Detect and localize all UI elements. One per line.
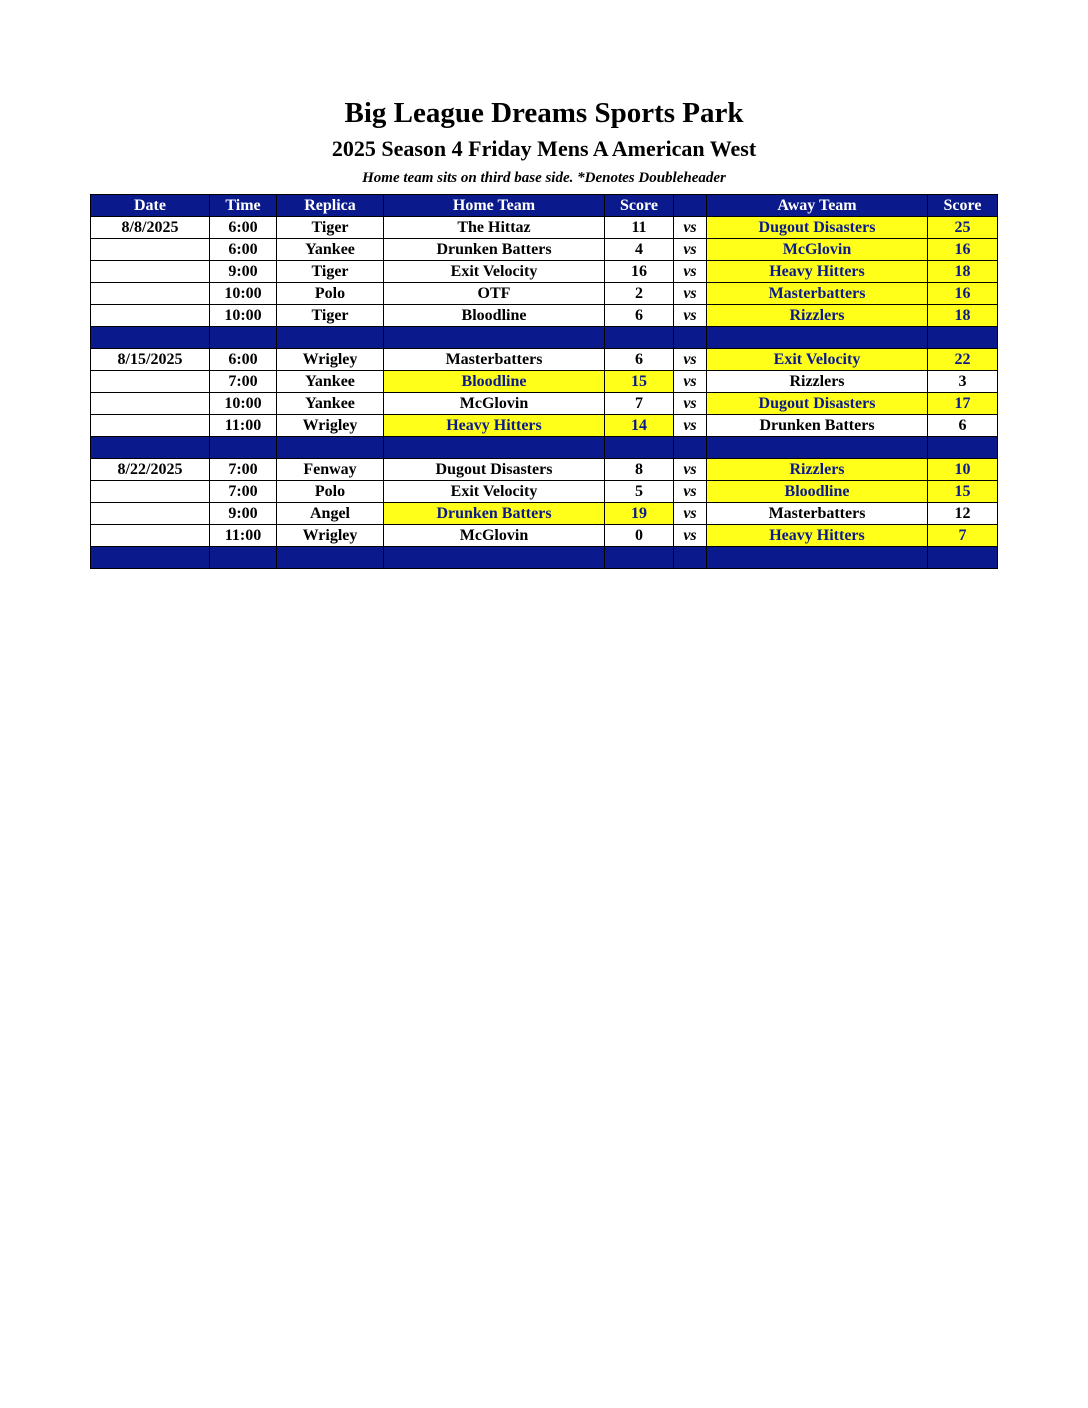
- time-cell: 10:00: [210, 283, 277, 305]
- home-team-cell: Exit Velocity: [384, 481, 605, 503]
- table-row: [91, 481, 998, 503]
- replica-cell: Yankee: [277, 239, 384, 261]
- separator-cell: [674, 327, 707, 349]
- away-team-cell: Rizzlers: [707, 459, 928, 481]
- away-score-cell: 12: [928, 503, 998, 525]
- home-team-cell: McGlovin: [384, 525, 605, 547]
- schedule-body: [91, 217, 998, 569]
- header-home-score: Score: [605, 195, 674, 217]
- table-row: [91, 305, 998, 327]
- separator-cell: [277, 327, 384, 349]
- separator-cell: [91, 437, 210, 459]
- vs-cell: vs: [674, 393, 707, 415]
- date-cell: [91, 261, 210, 283]
- time-cell: 7:00: [210, 371, 277, 393]
- replica-cell: Tiger: [277, 261, 384, 283]
- away-team-cell: Masterbatters: [707, 283, 928, 305]
- separator-cell: [928, 437, 998, 459]
- separator-cell: [605, 547, 674, 569]
- time-cell: 11:00: [210, 415, 277, 437]
- date-cell: [91, 305, 210, 327]
- away-score-cell: 10: [928, 459, 998, 481]
- separator-cell: [605, 327, 674, 349]
- page-title: Big League Dreams Sports Park: [344, 97, 744, 129]
- vs-cell: vs: [674, 415, 707, 437]
- vs-cell: vs: [674, 503, 707, 525]
- date-cell: [91, 393, 210, 415]
- schedule-table: [90, 194, 998, 569]
- home-team-cell: Dugout Disasters: [384, 459, 605, 481]
- time-cell: 9:00: [210, 261, 277, 283]
- replica-cell: Fenway: [277, 459, 384, 481]
- separator-cell: [674, 547, 707, 569]
- date-cell: [91, 283, 210, 305]
- home-team-cell: Masterbatters: [384, 349, 605, 371]
- vs-cell: vs: [674, 239, 707, 261]
- separator-cell: [277, 547, 384, 569]
- week-separator-row: [91, 547, 998, 569]
- replica-cell: Wrigley: [277, 415, 384, 437]
- date-cell: 8/15/2025: [91, 349, 210, 371]
- home-score-cell: 14: [605, 415, 674, 437]
- replica-cell: Yankee: [277, 371, 384, 393]
- home-team-cell: OTF: [384, 283, 605, 305]
- time-cell: 6:00: [210, 217, 277, 239]
- vs-cell: vs: [674, 261, 707, 283]
- separator-cell: [384, 547, 605, 569]
- table-row: [91, 239, 998, 261]
- page-subtitle: 2025 Season 4 Friday Mens A American West: [331, 136, 757, 161]
- home-team-cell: McGlovin: [384, 393, 605, 415]
- vs-cell: vs: [674, 217, 707, 239]
- table-row: [91, 393, 998, 415]
- away-score-cell: 16: [928, 239, 998, 261]
- table-row: [91, 503, 998, 525]
- away-team-cell: Bloodline: [707, 481, 928, 503]
- date-cell: 8/22/2025: [91, 459, 210, 481]
- separator-cell: [210, 547, 277, 569]
- date-cell: [91, 371, 210, 393]
- separator-cell: [928, 327, 998, 349]
- away-score-cell: 17: [928, 393, 998, 415]
- replica-cell: Tiger: [277, 305, 384, 327]
- replica-cell: Tiger: [277, 217, 384, 239]
- separator-cell: [384, 437, 605, 459]
- home-score-cell: 6: [605, 349, 674, 371]
- away-score-cell: 15: [928, 481, 998, 503]
- away-team-cell: Rizzlers: [707, 305, 928, 327]
- away-team-cell: Dugout Disasters: [707, 393, 928, 415]
- home-score-cell: 0: [605, 525, 674, 547]
- home-team-cell: Bloodline: [384, 371, 605, 393]
- table-row: [91, 283, 998, 305]
- home-team-cell: Bloodline: [384, 305, 605, 327]
- table-row: [91, 459, 998, 481]
- separator-cell: [928, 547, 998, 569]
- vs-cell: vs: [674, 283, 707, 305]
- time-cell: 6:00: [210, 349, 277, 371]
- separator-cell: [707, 327, 928, 349]
- away-score-cell: 3: [928, 371, 998, 393]
- home-score-cell: 7: [605, 393, 674, 415]
- table-header-row: [91, 195, 998, 217]
- header-away-team: Away Team: [707, 195, 928, 217]
- away-team-cell: Masterbatters: [707, 503, 928, 525]
- home-team-cell: Heavy Hitters: [384, 415, 605, 437]
- date-cell: [91, 415, 210, 437]
- away-team-cell: Exit Velocity: [707, 349, 928, 371]
- week-separator-row: [91, 437, 998, 459]
- home-score-cell: 11: [605, 217, 674, 239]
- header-time: Time: [210, 195, 277, 217]
- time-cell: 6:00: [210, 239, 277, 261]
- home-score-cell: 6: [605, 305, 674, 327]
- home-score-cell: 4: [605, 239, 674, 261]
- away-score-cell: 6: [928, 415, 998, 437]
- week-separator-row: [91, 327, 998, 349]
- home-score-cell: 19: [605, 503, 674, 525]
- away-score-cell: 18: [928, 261, 998, 283]
- table-row: [91, 349, 998, 371]
- header-date: Date: [91, 195, 210, 217]
- separator-cell: [707, 437, 928, 459]
- vs-cell: vs: [674, 349, 707, 371]
- away-score-cell: 18: [928, 305, 998, 327]
- home-score-cell: 16: [605, 261, 674, 283]
- away-team-cell: Heavy Hitters: [707, 525, 928, 547]
- home-score-cell: 5: [605, 481, 674, 503]
- replica-cell: Angel: [277, 503, 384, 525]
- time-cell: 7:00: [210, 459, 277, 481]
- away-team-cell: Drunken Batters: [707, 415, 928, 437]
- home-score-cell: 8: [605, 459, 674, 481]
- header-replica: Replica: [277, 195, 384, 217]
- header-vs: [674, 195, 707, 217]
- schedule-note: Home team sits on third base side. *Denotes Doubleheader: [362, 170, 726, 186]
- date-cell: [91, 481, 210, 503]
- separator-cell: [384, 327, 605, 349]
- table-row: [91, 261, 998, 283]
- time-cell: 9:00: [210, 503, 277, 525]
- time-cell: 10:00: [210, 393, 277, 415]
- table-row: [91, 371, 998, 393]
- vs-cell: vs: [674, 305, 707, 327]
- home-score-cell: 15: [605, 371, 674, 393]
- replica-cell: Yankee: [277, 393, 384, 415]
- away-score-cell: 22: [928, 349, 998, 371]
- home-team-cell: The Hittaz: [384, 217, 605, 239]
- away-team-cell: Dugout Disasters: [707, 217, 928, 239]
- replica-cell: Wrigley: [277, 525, 384, 547]
- away-team-cell: Rizzlers: [707, 371, 928, 393]
- date-cell: [91, 525, 210, 547]
- date-cell: [91, 239, 210, 261]
- home-team-cell: Drunken Batters: [384, 503, 605, 525]
- away-team-cell: McGlovin: [707, 239, 928, 261]
- table-row: [91, 415, 998, 437]
- away-team-cell: Heavy Hitters: [707, 261, 928, 283]
- vs-cell: vs: [674, 481, 707, 503]
- separator-cell: [210, 327, 277, 349]
- away-score-cell: 25: [928, 217, 998, 239]
- vs-cell: vs: [674, 525, 707, 547]
- home-score-cell: 2: [605, 283, 674, 305]
- home-team-cell: Exit Velocity: [384, 261, 605, 283]
- header-home-team: Home Team: [384, 195, 605, 217]
- table-row: [91, 525, 998, 547]
- replica-cell: Wrigley: [277, 349, 384, 371]
- away-score-cell: 7: [928, 525, 998, 547]
- away-score-cell: 16: [928, 283, 998, 305]
- replica-cell: Polo: [277, 481, 384, 503]
- separator-cell: [674, 437, 707, 459]
- time-cell: 10:00: [210, 305, 277, 327]
- vs-cell: vs: [674, 459, 707, 481]
- date-cell: [91, 503, 210, 525]
- separator-cell: [605, 437, 674, 459]
- header-away-score: Score: [928, 195, 998, 217]
- vs-cell: vs: [674, 371, 707, 393]
- home-team-cell: Drunken Batters: [384, 239, 605, 261]
- separator-cell: [277, 437, 384, 459]
- separator-cell: [707, 547, 928, 569]
- separator-cell: [91, 327, 210, 349]
- time-cell: 11:00: [210, 525, 277, 547]
- time-cell: 7:00: [210, 481, 277, 503]
- date-cell: 8/8/2025: [91, 217, 210, 239]
- separator-cell: [91, 547, 210, 569]
- separator-cell: [210, 437, 277, 459]
- replica-cell: Polo: [277, 283, 384, 305]
- table-row: [91, 217, 998, 239]
